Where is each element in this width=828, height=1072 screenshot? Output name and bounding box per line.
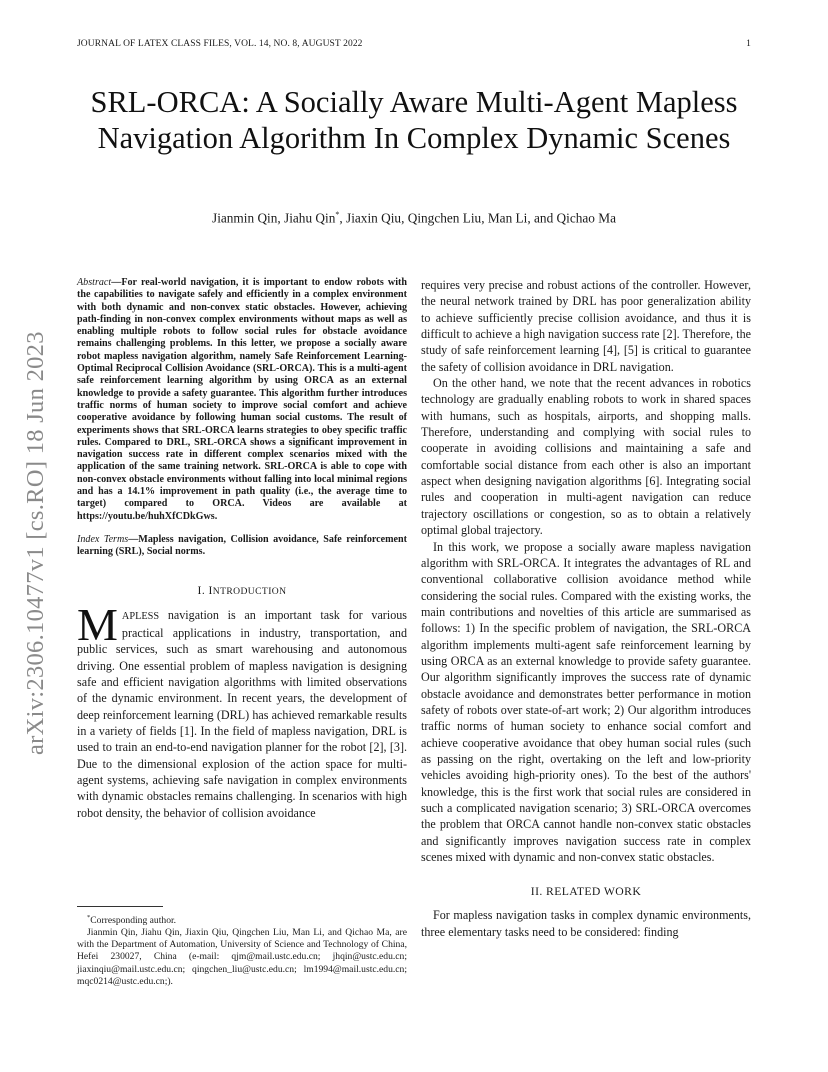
footnote-corresponding [77,912,407,927]
right-paragraph-3: In this work, we propose a socially aware mapless navigation algorithm with SRL-ORCA. It integrates the advantages of RL and conventional collaborative collision avoidance method while considering the social rules. Compared with the existing works, the main contributions and novelties of this article are summarised as follows: 1) In the specific problem of navigation, the SRL-ORCA algorithm implements multi-agent safe reinforcement learning by using ORCA as an external knowledge to provide safety guarantee. Our algorithm significantly improves the success rate of dynamic obstacle avoidance and demonstrates better performance in motion safety of robots over state-of-art work; 2) Our algorithm introduces traffic norms of human society to enhance social comfort and achieve cooperative avoidance that obey human social rules (such as passing on the right, overtaking on the left and low-priority vehicles avoiding high-priority ones). To the best of the authors' knowledge, this is the first work that social rules are considered in such a complicated navigation scenario; 3) SRL-ORCA overcomes the problem that ORCA cannot handle non-convex static obstacles and significantly improves navigation success rate in complex scenes mixed with dynamic and non-convex static obstacles. [421,539,751,865]
index-terms [77,534,407,559]
footnote-corresponding-text: Corresponding author. [90,915,177,927]
corresponding-mark: * [335,210,340,219]
authors-part-1: Jianmin Qin, Jiahu Qin [212,210,336,226]
authors-part-2: , Jiaxin Qiu, Qingchen Liu, Man Li, and Qichao Ma [339,210,616,226]
abstract-text: —For real-world navigation, it is important to endow robots with the capabilities to navigate safely and efficiently in a complex environment with both dynamic and non-convex static obstacles. However, achieving path-finding in non-convex complex environments without maps as well as enabling multiple robots to follow social rules for obstacle avoidance remains challenging problems. In this letter, we propose a socially aware robot mapless navigation algorithm, namely Safe Reinforcement Learning-Optimal Reciprocal Collision Avoidance (SRL-ORCA). This is a multi-agent safe reinforcement learning algorithm by using ORCA as an external knowledge to provide a safety guarantee. This algorithm further introduces traffic norms of human society to improve social comfort and achieve cooperative avoidance by following human social customs. The result of experiments shows that SRL-ORCA learns strategies to obey specific traffic rules. Compared to DRL, SRL-ORCA shows a significant improvement in navigation success rate in different complex scenarios mixed with the application of the same training network. SRL-ORCA is able to cope with non-convex obstacle environments without falling into local minimal regions and has a 14.1% improvement in path quality (i.e., the average time to target) compared to ORCA. Videos are available at https://youtu.be/huhXfCDkGws. [77,277,407,522]
section-rest: NTRODUCTION [212,585,287,597]
footnote-rule [77,906,163,907]
abstract-lead: Abstract [77,277,112,288]
footnote [77,912,407,988]
footnote-mark: * [87,914,91,921]
intro-paragraph [77,598,407,821]
intro-text: navigation is an important task for various practical applications in industry, transportation, and public services, such as smart warehousing and autonomous driving. One essential problem of mapless navigation is designing safe and efficient navigation algorithms with limited observations of the dynamic environment. In recent years, the development of deep reinforcement learning (DRL) has achieved remarkable results in a variety of fields [1]. In the field of mapless navigation, DRL is used to train an end-to-end navigation planner for the robot [2], [3]. Due to the dimensional explosion of the action space for multi-agent systems, achieving safe navigation in complex environments with dynamic obstacles remains challenging. In scenarios with high robot density, the behavior of collision avoidance [77,607,407,820]
index-terms-lead: Index Terms [77,533,129,545]
arxiv-stamp-text: arXiv:2306.10477v1 [cs.RO] 18 Jun 2023 [22,331,49,755]
journal-running-title: JOURNAL OF LATEX CLASS FILES, VOL. 14, NO. 8, AUGUST 2022 [77,39,363,49]
footnote-affiliation: Jianmin Qin, Jiahu Qin, Jiaxin Qiu, Qingchen Liu, Man Li, and Qichao Ma, are with the Department of Automation, University of Science and Technology of China, Hefei 230027, China (e-mail: qjm@mail.ustc.edu.cn; jhqin@ustc.edu.cn; jiaxinqiu@mail.ustc.edu.cn; qingchen_liu@ustc.edu.cn; lm1994@mail.ustc.edu.cn; mqc0214@ustc.edu.cn;). [77,927,407,987]
author-list [60,210,768,226]
right-paragraph-4: For mapless navigation tasks in complex dynamic environments, three elementary tasks need to be considered: finding [421,908,751,939]
left-column [77,277,407,821]
abstract [77,277,407,523]
intro-caps: APLESS [121,610,160,622]
section-heading-related-work: II. RELATED WORK [530,885,642,899]
arxiv-stamp [18,290,58,755]
paper-title: SRL-ORCA: A Socially Aware Multi-Agent Mapless Navigation Algorithm In Complex Dynamic Scenes [90,85,738,155]
section-heading-introduction [77,584,407,597]
index-terms-text: —Mapless navigation, Collision avoidance, Safe reinforcement learning (SRL), Social norms. [77,533,407,558]
drop-cap: M [77,598,118,650]
section-numeral: I. [197,583,209,597]
right-column [421,277,751,940]
right-paragraph-1: requires very precise and robust actions of the controller. However, the neural network trained by DRL has poor generalization ability to achieve sufficiently precise collision avoidance, and thus it is difficult to achieve a high navigation success rate [2]. Therefore, the study of safe reinforcement learning [4], [5] is critical to guarantee the safety of collision avoidance in DRL navigation. [421,278,751,374]
page-number: 1 [746,39,751,49]
section-initial: I [208,583,213,597]
right-paragraph-2: On the other hand, we note that the recent advances in robotics technology are gradually enabling robots to work in shared spaces with humans, such as hospitals, airports, and shopping malls. Therefore, understanding and complying with social rules to cooperate in avoiding collisions and maintaining a safe and comfortable social distance from each other is also an important aspect when designing navigation algorithms [6]. Integrating social rules and cooperation in multi-agent navigation can reduce trajectory oscillations or congestion, so as to obtain a relatively optimal global trajectory. [421,376,751,538]
